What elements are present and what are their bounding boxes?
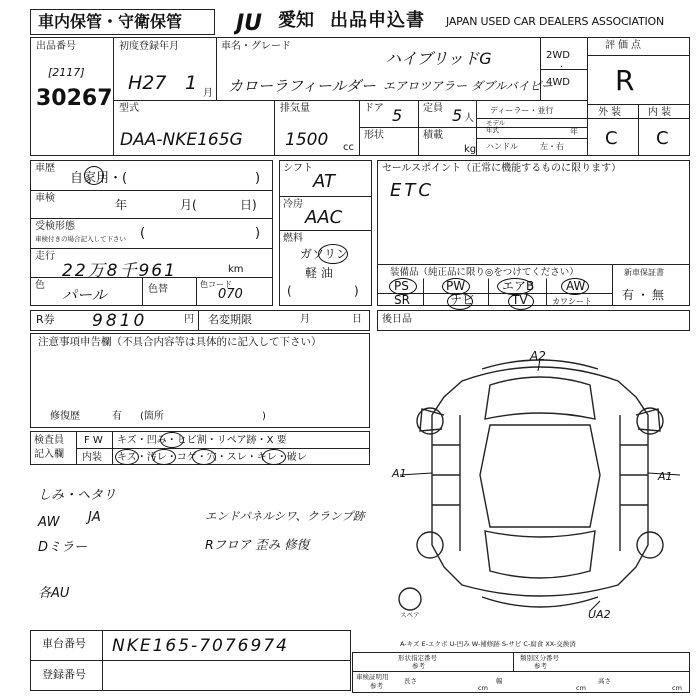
inspection-label: 車検 <box>35 193 55 204</box>
accepted-note: 車検付きの場合記入して下さい <box>35 235 126 243</box>
exterior-grade: C <box>605 128 618 149</box>
class-code-sub: 参考 <box>534 662 547 670</box>
chassis-label: 車台番号 <box>42 637 86 650</box>
circle-airbag <box>497 278 533 295</box>
svg-text:JU: JU <box>236 11 263 36</box>
circle-int-wear <box>262 449 286 465</box>
equipment-sr: SR <box>394 293 410 307</box>
circle-int-scratch <box>115 449 139 465</box>
drive-4wd: 4WD <box>546 77 570 88</box>
rating-value: R <box>615 64 635 97</box>
car-options: エアロツアラー ダブルバイビー <box>383 79 554 93</box>
equipment-aw: AW <box>566 279 586 293</box>
repair-history-parts: (箇所 <box>140 411 164 422</box>
circle-navi <box>447 293 473 310</box>
sales-point-label: セールスポイント（正常に機能するものに限ります） <box>382 163 622 174</box>
warranty-label: 新車保証書 <box>624 268 664 277</box>
history-circle <box>84 166 104 185</box>
fuel-label: 燃料 <box>283 233 303 244</box>
fuel-close: ) <box>354 284 359 298</box>
circle-int-stain <box>152 449 176 465</box>
recycle-value: 9810 <box>92 311 148 331</box>
handle-label: ハンドル <box>486 142 518 151</box>
capacity-label: 定員 <box>423 103 443 114</box>
displacement-unit: cc <box>343 142 354 153</box>
damage-mark-left: A1 <box>392 467 407 480</box>
shape-code-label: 形状指定番号 <box>398 654 437 662</box>
plate-label: 登録番号 <box>42 668 86 681</box>
accepted-close: ) <box>255 226 261 241</box>
car-grade: ハイブリッドG <box>385 49 492 68</box>
repair-history-close: ) <box>262 411 266 422</box>
spare-label: スペア <box>400 611 420 619</box>
dims-width-unit: cm <box>576 684 586 692</box>
equipment-pw: PW <box>446 279 466 293</box>
equipment-label: 装備品（純正品に限り◎をつけてください） <box>390 267 579 278</box>
interior-grade: C <box>656 128 669 149</box>
listing-number: 30267 <box>36 86 113 111</box>
rating-label: 評価点 <box>605 40 644 51</box>
car-name-label: 車名・グレード <box>221 41 291 52</box>
drive-2wd: 2WD <box>546 50 570 61</box>
circle-int-burn <box>192 449 216 465</box>
note-door-mirror: Dミラー <box>38 540 88 555</box>
inspector-fw-items: キズ・凹み・ヒビ割・リペア跡・X 要 <box>117 435 287 446</box>
shift-value: AT <box>313 171 335 192</box>
car-model: カローラフィールダー <box>228 77 376 95</box>
inspection-day: 日) <box>240 198 257 212</box>
displacement-value: 1500 <box>285 130 329 150</box>
interior-label: 内装 <box>648 107 674 118</box>
dims-length-unit: cm <box>478 684 488 692</box>
history-value: 自家用・( <box>70 171 128 186</box>
equipment-airbag: エアB <box>502 279 535 293</box>
mileage-value: 22万8千961 <box>62 261 177 281</box>
color-value: パール <box>62 286 107 304</box>
fuel-option-diesel: 軽 油 <box>305 266 333 280</box>
dims-height-unit: cm <box>672 684 682 692</box>
header-title-left: 車内保管・守衛保管 <box>38 12 183 31</box>
color-label: 色 <box>35 280 45 291</box>
registration-month-unit: 月 <box>203 88 213 99</box>
damage-mark-right: A1 <box>658 470 673 483</box>
note-aw: AW <box>38 515 60 530</box>
inspector-interior-label: 内装 <box>82 452 102 463</box>
displacement-label: 排気量 <box>280 103 310 114</box>
circle-aw <box>561 278 589 295</box>
aftermarket-label: 後日品 <box>382 314 412 325</box>
drive-dot: · <box>560 62 564 73</box>
load-label: 積載 <box>423 130 443 141</box>
inspection-month: 月( <box>180 198 197 212</box>
recycle-unit: 円 <box>184 314 194 325</box>
color-code: 070 <box>218 287 243 302</box>
note-end-panel: エンドパネルシワ、クランプ跡 <box>205 509 365 523</box>
damage-mark-top: A2 <box>530 349 546 363</box>
chassis-value: NKE165-7076974 <box>112 636 289 656</box>
warranty-value: 有・無 <box>622 288 668 302</box>
fuel-open: ( <box>287 284 292 298</box>
class-code-label: 類別区分番号 <box>520 654 559 662</box>
name-change-day: 日 <box>352 314 362 325</box>
mileage-label: 走行 <box>35 251 55 262</box>
dims-label: 車検証明用 <box>356 673 389 681</box>
doors-value: 5 <box>392 106 403 125</box>
exterior-label: 外装 <box>598 107 624 118</box>
mileage-unit: km <box>228 264 244 275</box>
repair-history-label: 修復歴 <box>50 411 80 422</box>
recycle-label: R券 <box>36 313 55 326</box>
damage-legend: A-キズ E-エクボ U-凹み W-補修跡 S-サビ C-腐食 XX-交換済 <box>400 640 576 648</box>
shift-label: シフト <box>283 163 313 174</box>
note-stain: しみ・ヘタリ <box>38 488 117 503</box>
listing-lot-small: [2117] <box>48 66 85 79</box>
history-label: 車歴 <box>35 163 55 174</box>
capacity-unit: 人 <box>464 113 474 124</box>
logo-region: 愛知 <box>278 10 314 31</box>
model-year-label: モデル 年式 <box>486 119 506 134</box>
load-unit: kg <box>464 144 477 155</box>
car-diagram <box>390 345 690 625</box>
accepted-open: ( <box>140 226 146 241</box>
listing-number-label: 出品番号 <box>36 41 76 52</box>
note-au: 各AU <box>38 586 70 601</box>
accepted-label: 受検形態 <box>35 221 75 232</box>
color-change-label: 色替 <box>148 284 168 295</box>
aircon-value: AAC <box>305 207 343 228</box>
inspector-fw-label: F W <box>84 435 103 446</box>
note-ja: JA <box>88 510 101 525</box>
shape-label: 形状 <box>364 130 384 141</box>
inspection-year: 年 <box>115 198 128 212</box>
dims-height: 高さ <box>598 677 611 685</box>
repair-history-value: 有 <box>112 411 122 422</box>
capacity-value: 5 <box>452 106 463 125</box>
dims-length: 長さ <box>404 677 417 685</box>
aircon-label: 冷房 <box>283 199 303 210</box>
sales-point-value: ETC <box>390 180 434 201</box>
circle-fw-dent <box>160 432 184 448</box>
model-code-value: DAA-NKE165G <box>120 130 243 150</box>
damage-mark-bottom: UA2 <box>588 608 611 621</box>
fuel-circle <box>318 244 348 264</box>
name-change-label: 名変期限 <box>208 313 252 326</box>
equipment-leather-seat: カワシート <box>552 297 592 306</box>
handle-value: 左・右 <box>540 142 564 151</box>
notes-label: 注意事項申告欄（不具合内容等は具体的に記入して下さい） <box>38 336 322 348</box>
note-r-floor: Rフロア 歪み 修復 <box>205 537 310 552</box>
association-name: JAPAN USED CAR DEALERS ASSOCIATION <box>446 15 664 28</box>
model-year-unit: 年 <box>570 127 578 136</box>
registration-era-year: H27 <box>128 72 167 94</box>
dims-sub: 参考 <box>370 682 383 690</box>
model-code-label: 型式 <box>119 103 139 114</box>
dims-width: 幅 <box>496 677 503 685</box>
dealer-label: ディーラー・並行 <box>490 106 554 115</box>
doors-label: ドア <box>364 103 384 114</box>
inspector-label: 検査員 記入欄 <box>34 435 64 460</box>
color-code-label: 色コード <box>200 280 232 289</box>
circle-tv <box>508 293 534 310</box>
registration-month: 1 <box>185 72 198 94</box>
registration-label: 初度登録年月 <box>119 41 179 52</box>
equipment-tv: TV <box>512 293 528 307</box>
equipment-ps: PS <box>394 279 409 293</box>
inspector-interior-items: キズ・汚レ・コゲ・穴・スレ・キレ・破レ <box>117 452 307 463</box>
history-close: ) <box>255 171 261 186</box>
name-change-month: 月 <box>300 314 310 325</box>
equipment-navi: ナビ <box>450 293 475 307</box>
circle-ps <box>389 278 417 295</box>
shape-code-sub: 参考 <box>412 662 425 670</box>
fuel-option-gasoline: ガソリン <box>300 247 349 261</box>
form-title: 出品申込書 <box>330 10 425 31</box>
